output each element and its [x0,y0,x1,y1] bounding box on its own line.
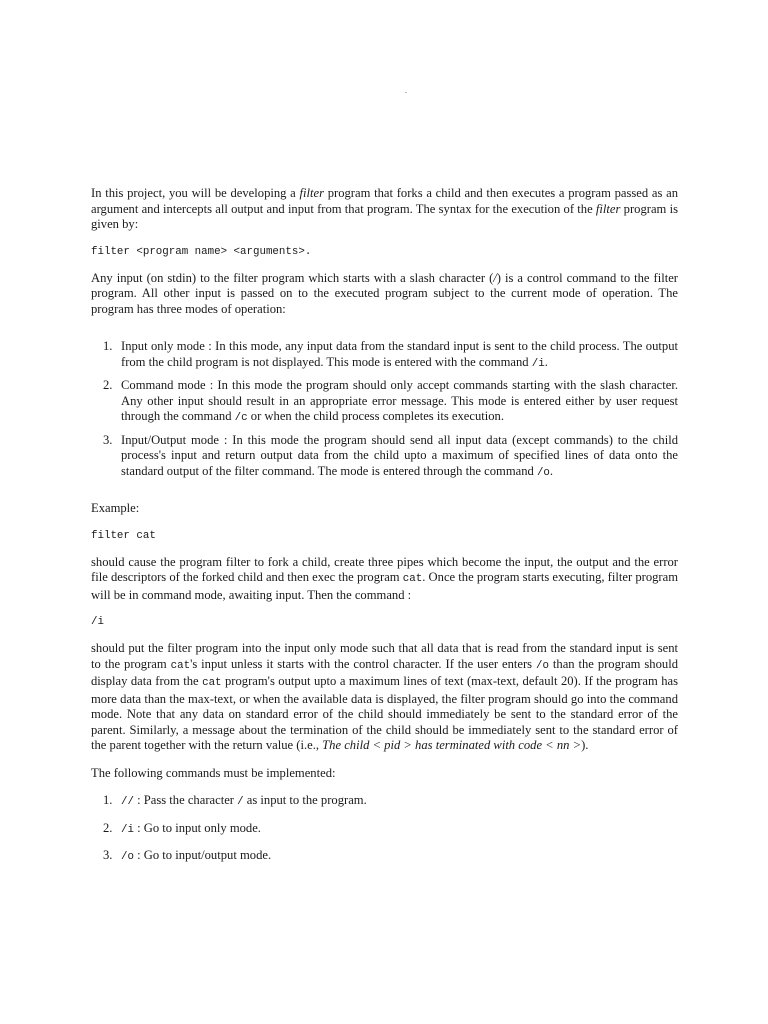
syntax-line: filter <program name> <arguments>. [91,245,312,258]
command-code: // [121,796,134,808]
list-item: 2. Command mode : In this mode the program should only accept commands starting with the slash character. Any other input should result in an appropriate error message. This mode is entered either by user request through the command /c or when the child process completes its execution. [103,378,678,424]
command-i-line: /i [91,616,104,628]
modes-list [91,339,678,481]
page-mark [405,92,407,93]
command-code: /i [121,823,134,836]
list-item: 3. Input/Output mode : In this mode the program should send all input data (except commands) to the child process's input and return output data from the child upto a maximum of specified lines of data onto the standard output of the filter command. The mode is entered through the command /o. [103,432,678,479]
filter-term: filter [595,201,621,216]
example-label: Example: [91,501,140,515]
list-item: 3. /o : Go to input/output mode. [103,848,272,863]
commands-intro: The following commands must be implemented: [91,765,336,780]
command-code: /o [536,466,550,479]
command-code: /o [121,851,134,863]
example-command: filter cat [91,529,156,542]
list-item: 2. /i : Go to input only mode. [103,820,261,836]
commands-list [91,793,678,866]
cat-paragraph: should cause the program filter to fork a child, create three pipes which become the input, the output and the error file descriptors of the forked child and then exec the program cat. Once the program starts executing, filter program will be in command mode, awaiting input. Then the command : [91,554,678,602]
control-paragraph: Any input (on stdin) to the filter program which starts with a slash character (/) is a control command to the filter program. All other input is passed on to the executed program subject to the current mode of operation. The program has three modes of operation: [91,270,678,316]
filter-term: filter [299,186,324,200]
input-mode-paragraph: should put the filter program into the input only mode such that all data that is read from the standard input is sent to the program cat's input unless it starts with the control character. If the user enters /o than the program should display data from the cat program's output upto a maximum lines of text (max-text, default 20). If the program has more data than the max-text, or when the available data is displayed, the filter program should go into the command mode. Note that any data on standard error of the child should immediately be sent to the standard error of the parent. Similarly, a message about the termination of the child should be immediately sent to the standard error of the parent together with the return value (i.e., The child < pid > has terminated with code < nn >). [91,641,678,752]
command-code: /i [531,357,545,370]
intro-paragraph: In this project, you will be developing a filter program that forks a child and then executes a program passed as an argument and intercepts all output and input from that program. The syntax for the execution of the filter program is given by: [91,186,679,231]
list-item: 1. // : Pass the character / as input to the program. [103,793,367,808]
document-page [91,186,678,876]
command-code: /c [234,412,248,424]
list-item: 1. Input only mode : In this mode, any input data from the standard input is sent to the child process. The output from the child program is not displayed. This mode is entered with the command /i. [103,339,678,370]
termination-message: The child < pid > has terminated with code < nn > [322,738,582,752]
